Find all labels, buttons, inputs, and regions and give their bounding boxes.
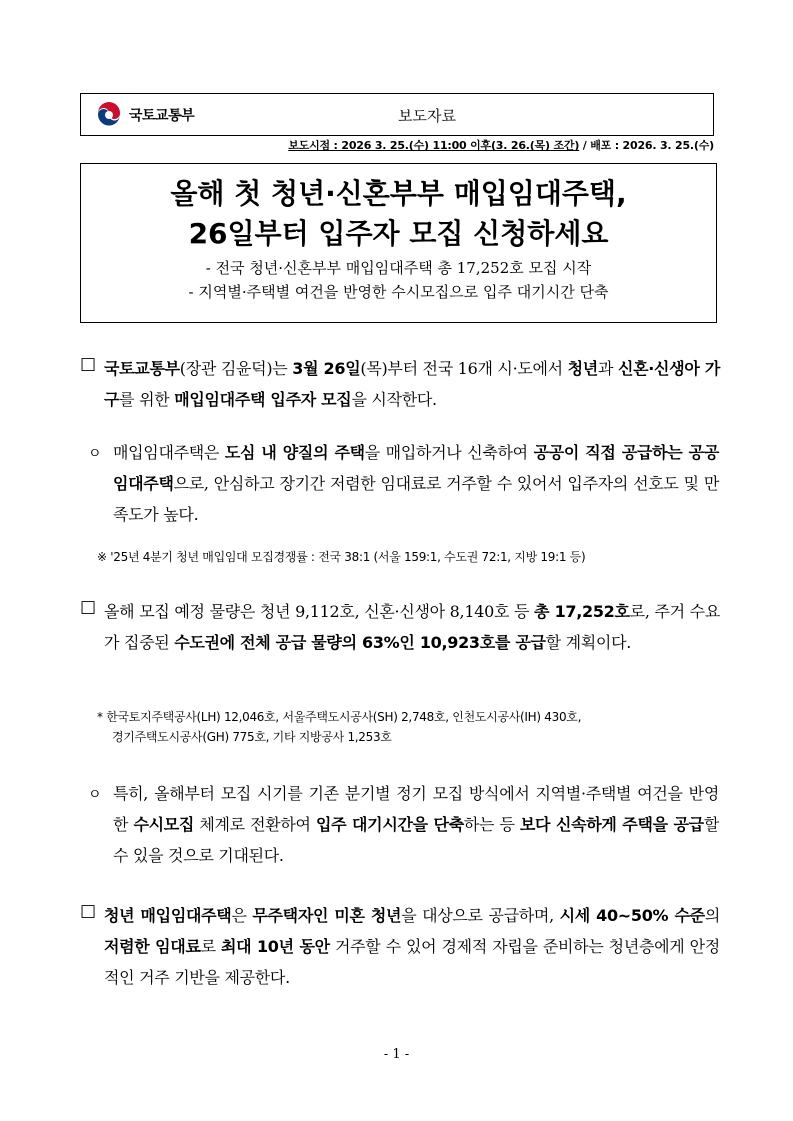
p1-text: 을 시작한다. [351, 390, 437, 409]
p2-text: 로, 주거 수요가 집중된 [104, 602, 720, 652]
p2-text: 총 17,252호 [534, 602, 630, 621]
p1-text: (장관 김윤덕)는 [179, 359, 293, 378]
p2a-text: 하는 등 [463, 815, 520, 834]
p1a-text: 매입임대주택은 [113, 443, 225, 462]
distribution-date: / 배포 : 2026. 3. 25.(수) [579, 139, 714, 152]
p3-text: 의 [704, 906, 720, 925]
circle-bullet: ㅇ [88, 446, 102, 462]
p3-text: 거주할 수 있어 경제적 자립을 준비하는 청년층에게 안정적인 거주 기반을 제공한다. [104, 937, 720, 987]
headline-box [80, 163, 717, 323]
ministry-name: 국토교통부 [129, 108, 195, 124]
paragraph-1a [113, 437, 719, 530]
p3-text: 을 대상으로 공급하며, [401, 906, 560, 925]
subheadline-2: - 지역별·주택별 여건을 반영한 수시모집으로 입주 대기시간 단축 [188, 283, 609, 301]
p3-text: 시세 40~50% 수준 [559, 906, 705, 925]
document-type: 보도자료 [398, 107, 456, 125]
footnote-supply-breakdown-2: 경기주택도시공사(GH) 775호, 기타 지방공사 1,253호 [112, 730, 392, 744]
p3-text: 저렴한 임대료 [104, 937, 201, 956]
headline-line-2: 26일부터 입주자 모집 신청하세요 [188, 217, 609, 250]
square-bullet: □ [80, 901, 97, 921]
embargo-line [288, 137, 714, 153]
p3-text: 은 [231, 906, 253, 925]
p1-text: 과 [597, 359, 618, 378]
p1a-text: 도심 내 양질의 주택 [224, 443, 365, 462]
footnote-supply-breakdown-1: * 한국토지주택공사(LH) 12,046호, 서울주택도시공사(SH) 2,748호, 인천도시공사(IH) 430호, [97, 710, 582, 724]
p3-text: 최대 10년 동안 [220, 937, 330, 956]
p1-text: 를 위한 [119, 390, 175, 409]
p1-text: 3월 26일 [292, 359, 361, 378]
p1-text: (목) [360, 359, 388, 378]
p2a-text: 보다 신속하게 주택을 공급 [519, 815, 704, 834]
p3-text: 청년 매입임대주택 [104, 906, 232, 925]
p1a-text: 으로, 안심하고 장기간 저렴한 임대료로 거주할 수 있어서 입주자의 선호도 및 만족도가 높다. [113, 474, 719, 524]
paragraph-2a [113, 778, 719, 871]
p2a-text: 체계로 전환하여 [194, 815, 316, 834]
p3-text: 무주택자인 미혼 청년 [252, 906, 402, 925]
paragraph-2 [104, 596, 720, 658]
subheadline-1: - 전국 청년·신혼부부 매입임대주택 총 17,252호 모집 시작 [205, 259, 592, 277]
footnote-competition-rate: ※ '25년 4분기 청년 매입임대 모집경쟁률 : 전국 38:1 (서울 159:1, 수도권 72:1, 지방 19:1 등) [97, 550, 586, 564]
circle-bullet: ㅇ [88, 787, 102, 803]
headline-line-1: 올해 첫 청년·신혼부부 매입임대주택, [170, 177, 627, 210]
embargo-time: 보도시점 : 2026 3. 25.(수) 11:00 이후(3. 26.(목) 조간) [288, 139, 580, 152]
p1a-text: 을 매입하거나 신축하여 [364, 443, 534, 462]
square-bullet: □ [80, 354, 97, 374]
p2-text: 올해 모집 예정 물량은 청년 9,112호, 신혼·신생아 8,140호 등 [104, 602, 535, 621]
square-bullet: □ [80, 597, 97, 617]
p2-text: 수도권에 전체 공급 물량의 63%인 10,923호를 공급 [174, 633, 546, 652]
p1-text: 매입임대주택 입주자 모집 [174, 390, 352, 409]
paragraph-3 [104, 900, 720, 993]
p2a-text: 할 수 있을 것으로 기대된다. [113, 815, 719, 865]
p1a-text: 공공이 직접 공급하는 공공임대주택 [113, 443, 719, 493]
p2a-text: 입주 대기시간을 단축 [315, 815, 464, 834]
p2a-text: 특히, 올해부터 모집 시기를 기존 분기별 정기 모집 방식에서 지역별·주택별 여건을 반영한 [113, 784, 719, 834]
p1-text: 국토교통부 [104, 359, 180, 378]
page-number: - 1 - [383, 1047, 410, 1062]
p1-text: 신혼·신생아 가구 [104, 359, 720, 409]
paragraph-1 [104, 353, 720, 415]
p1-text: 청년 [567, 359, 598, 378]
p2a-text: 수시모집 [133, 815, 195, 834]
p2-text: 할 계획이다. [545, 633, 632, 652]
press-release-header [80, 93, 714, 136]
p3-text: 로 [200, 937, 221, 956]
p1-text: 부터 전국 16개 시·도에서 [387, 359, 568, 378]
